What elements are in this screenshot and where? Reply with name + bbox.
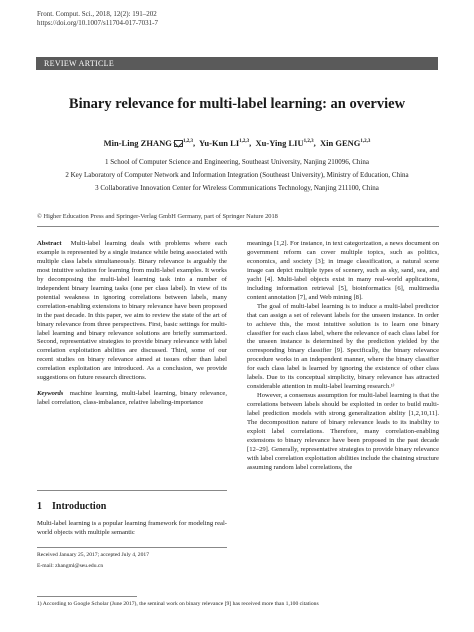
body-right-column [247,240,439,473]
body-paragraph: meanings [1,2]. For instance, in text categorization, a news document on government reform can cover multiple topics, such as politics, economics, and society [3]; in image classification, a natural scene image can depict multiple types of scenery, such as sky, sand, sea, and yacht [4]. Multi-label objects exist in many real-world applications, including information retrieval [5], bioinformatics [6], multimedia content annotation [7], and Web mining [8]. [247,240,439,301]
email-envelope-icon[interactable] [174,140,183,147]
abstract-block [37,240,227,408]
footnote: 1) According to Google Scholar (June 2017), the seminal work on binary relevance [9] has received more than 1,100 citations [37,601,319,607]
paper-title: Binary relevance for multi-label learning: an overview [68,96,406,112]
intro-paragraph: Multi-label learning is a popular learning framework for modeling real-world objects with multiple semantic [37,520,227,536]
author-name: Min-Ling ZHANG [103,138,172,148]
keywords-label: Keywords [37,390,64,398]
copyright-notice: © Higher Education Press and Springer-Verlag GmbH Germany, part of Springer Nature 2018 [37,213,278,220]
section-banner [36,57,438,70]
journal-line: Front. Comput. Sci., 2018, 12(2): 191–202 [37,10,157,18]
author-name: Xin GENG [320,138,361,148]
abstract-label: Abstract [37,240,62,247]
section-label: REVIEW ARTICLE [44,59,115,68]
divider [37,547,227,548]
doi-link[interactable]: https://doi.org/10.1007/s11704-017-7031-7 [37,19,158,27]
divider [37,490,227,491]
author-list: Min-Ling ZHANG $^{1,2,3}$, Yu-Kun LI$^{1,2,3}$, Xu-Ying LIU$^{1,2,3}$, Xin GENG$^{1,2,3}$ [103,138,371,148]
keywords-text: machine learning, multi-label learning, binary relevance, label correlation, class-imbalance, relative labeling-importance [37,390,228,407]
section-heading [37,501,106,512]
affiliation: 1 School of Computer Science and Engineering, Southeast University, Nanjing 210096, China [105,158,369,166]
received-date: Received January 25, 2017; accepted July 4, 2017 [37,552,149,558]
body-paragraph: The goal of multi-label learning is to induce a multi-label predictor that can assign a set of relevant labels for the unseen instance. In order to achieve this, the most intuitive solution is to learn one binary classifier for each class label, where the relevance of each class label for the unseen instance is determined by the prediction yielded by the corresponding binary classifier [9]. Specifically, the binary relevance procedure works in an independent manner, where the binary classifier for each class label is learned by ignoring the existence of other class labels. Due to its conceptual simplicity, binary relevance has attracted considerable attention in multi-label learning research.¹⁾ [247,302,439,391]
author-affil-sup: 1,2,3 [182,139,193,145]
footnote-divider [37,596,137,597]
author-name: Xu-Ying LIU [255,138,304,148]
affiliation: 3 Collaborative Innovation Center for Wireless Communications Technology, Nanjing 211100, China [95,184,379,192]
section-title: Introduction [52,501,107,512]
body-paragraph: However, a consensus assumption for multi-label learning is that the correlations between labels should be exploited in order to build multi-label prediction models with strong generalization ability [1,2,10,11]. The decomposition nature of binary relevance leads to its inability to exploit label correlations. Therefore, many correlation-enabling extensions to binary relevance have been proposed in the past decade [12–29]. Generally, representative strategies to provide binary relevance with label correlation exploitation abilities include the chaining structure assuming random label correlations, the [247,392,439,471]
author-affil-sup: 1,2,3 [360,139,371,145]
email-address[interactable]: E-mail: zhangml@seu.edu.cn [37,563,104,569]
abstract-text: Multi-label learning deals with problems where each example is represented by a single instance while being associated with multiple class labels simultaneously. Binary relevance is arguably the most intuitive solution for learning from multi-label examples. It works by decomposing the multi-label learning task into a number of independent binary learning tasks (one per class label). In view of its potential weakness in ignoring correlations between labels, many correlation-enabling extensions to binary relevance have been proposed in the past decade. In this paper, we aim to review the state of the art of binary relevance from three perspectives. First, basic settings for multi-label learning and binary relevance solutions are briefly summarized. Second, representative strategies to provide binary relevance with label correlation exploitation abilities are discussed. Third, some of our recent studies on binary relevance aimed at issues other than label correlation exploitation are introduced. As a conclusion, we provide suggestions on future research directions. [37,240,227,382]
divider [37,226,439,227]
author-name: Yu-Kun LI [199,138,240,148]
journal-citation [37,10,158,28]
affiliation: 2 Key Laboratory of Computer Network and Information Integration (Southeast University), Ministry of Education, China [65,171,409,179]
section-number: 1 [37,501,42,512]
author-affil-sup: 1,2,3 [303,139,314,145]
author-affil-sup: 1,2,3 [239,139,250,145]
